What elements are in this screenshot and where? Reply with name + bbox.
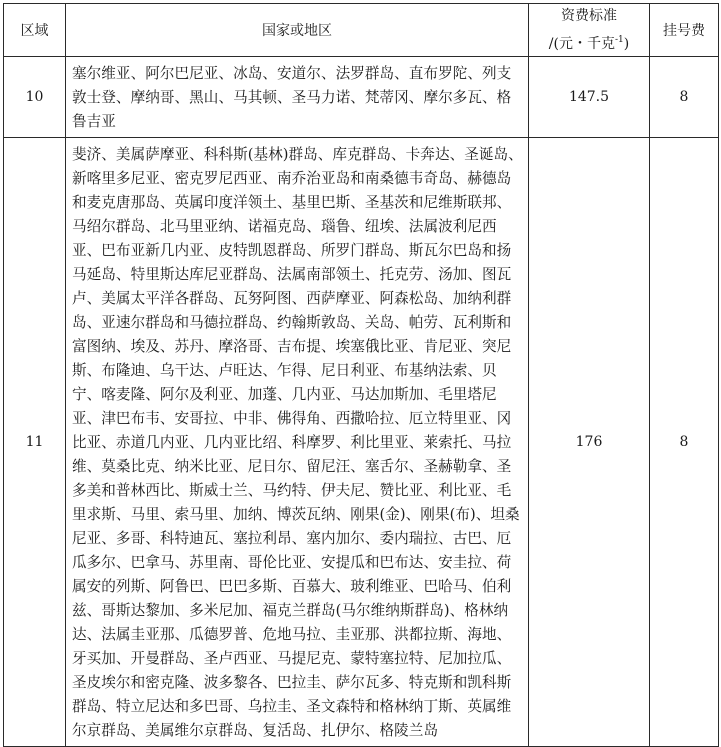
header-fee-unit-exponent: -1 bbox=[614, 35, 624, 45]
fee-table bbox=[3, 3, 719, 747]
header-row bbox=[4, 4, 719, 57]
header-fee-unit-suffix: ) bbox=[623, 36, 630, 52]
fee-cell: 147.5 bbox=[529, 57, 650, 138]
table-row bbox=[4, 57, 719, 138]
header-fee-unit-prefix: /(元・千克 bbox=[548, 36, 615, 52]
registration-fee-cell: 8 bbox=[650, 57, 719, 138]
header-fee-line1: 资费标准 bbox=[561, 8, 617, 24]
header-fee bbox=[529, 4, 650, 57]
header-countries: 国家或地区 bbox=[66, 4, 529, 57]
header-region: 区域 bbox=[4, 4, 66, 57]
header-fee-line2 bbox=[529, 28, 649, 56]
fee-cell: 176 bbox=[529, 138, 650, 747]
region-cell: 10 bbox=[4, 57, 66, 138]
countries-cell: 塞尔维亚、阿尔巴尼亚、冰岛、安道尔、法罗群岛、直布罗陀、列支敦士登、摩纳哥、黑山、马其顿、圣马力诺、梵蒂冈、摩尔多瓦、格鲁吉亚 bbox=[66, 57, 529, 138]
region-cell: 11 bbox=[4, 138, 66, 747]
countries-cell: 斐济、美属萨摩亚、科科斯(基林)群岛、库克群岛、卡奔达、圣诞岛、新喀里多尼亚、密克罗尼西亚、南乔治亚岛和南桑德韦奇岛、赫德岛和麦克唐那岛、英属印度洋领土、基里巴斯、圣基茨和尼维斯联邦、马绍尔群岛、北马里亚纳、诺福克岛、瑙鲁、纽埃、法属波利尼西亚、巴布亚新几内亚、皮特凯恩群岛、所罗门群岛、斯瓦尔巴岛和扬马延岛、特里斯达库尼亚群岛、法属南部领土、托克劳、汤加、图瓦卢、美属太平洋各群岛、瓦努阿图、西萨摩亚、阿森松岛、加纳利群岛、亚速尔群岛和马德拉群岛、约翰斯敦岛、关岛、帕劳、瓦利斯和富图纳、埃及、苏丹、摩洛哥、吉布提、埃塞俄比亚、肯尼亚、突尼斯、布隆迪、乌干达、卢旺达、乍得、尼日利亚、布基纳法索、贝宁、喀麦隆、阿尔及利亚、加蓬、几内亚、马达加斯加、毛里塔尼亚、津巴布韦、安哥拉、中非、佛得角、西撒哈拉、厄立特里亚、冈比亚、赤道几内亚、几内亚比绍、科摩罗、利比里亚、莱索托、马拉维、莫桑比克、纳米比亚、尼日尔、留尼汪、塞舌尔、圣赫勒拿、圣多美和普林西比、斯威士兰、马约特、伊夫尼、赞比亚、利比亚、毛里求斯、马里、索马里、加纳、博茨瓦纳、刚果(金)、刚果(布)、坦桑尼亚、多哥、科特迪瓦、塞拉利昂、塞内加尔、委内瑞拉、古巴、厄瓜多尔、巴拿马、苏里南、哥伦比亚、安提瓜和巴布达、安圭拉、荷属安的列斯、阿鲁巴、巴巴多斯、百慕大、玻利维亚、巴哈马、伯利兹、哥斯达黎加、多米尼加、福克兰群岛(马尔维纳斯群岛)、格林纳达、法属圭亚那、瓜德罗普、危地马拉、圭亚那、洪都拉斯、海地、牙买加、开曼群岛、圣卢西亚、马提尼克、蒙特塞拉特、尼加拉瓜、圣皮埃尔和密克隆、波多黎各、巴拉圭、萨尔瓦多、特克斯和凯科斯群岛、特立尼达和多巴哥、乌拉圭、圣文森特和格林纳丁斯、英属维尔京群岛、美属维尔京群岛、复活岛、扎伊尔、格陵兰岛 bbox=[66, 138, 529, 747]
registration-fee-cell: 8 bbox=[650, 138, 719, 747]
header-registration: 挂号费 bbox=[650, 4, 719, 57]
table-row bbox=[4, 138, 719, 747]
